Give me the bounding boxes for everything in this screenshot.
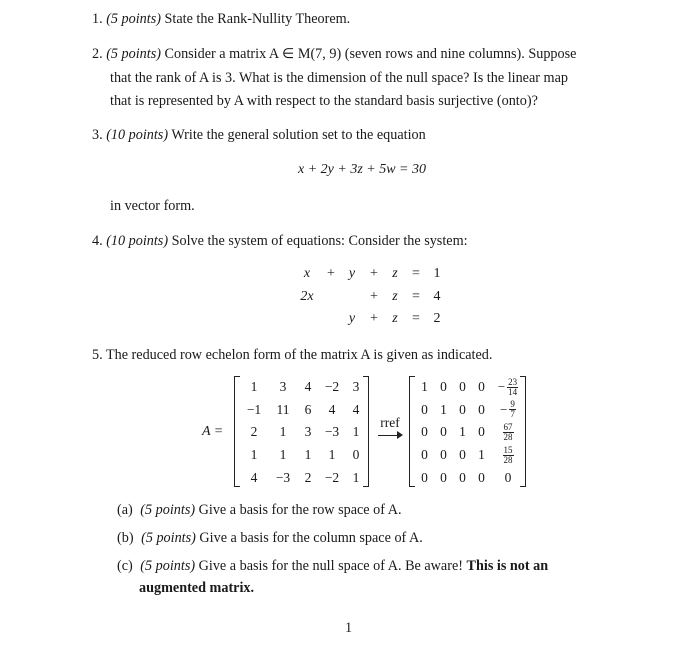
- part-a: [117, 502, 402, 519]
- matrix-row: 2 1 3 −3 1: [250, 424, 360, 440]
- matrix-row: 0 0 0 0 0: [421, 469, 512, 485]
- question-number: 1.: [92, 11, 103, 27]
- matrix-row: 1 0 0 0 − $\frac{23}{14}$: [415, 376, 525, 399]
- question-3-after: in vector form.: [110, 198, 195, 214]
- warning-text: This is not an: [466, 558, 549, 574]
- rref-label: rref: [380, 415, 400, 430]
- question-number: 5.: [92, 347, 103, 363]
- question-4: [92, 233, 468, 250]
- equation-row: y + z = 2: [348, 311, 441, 327]
- question-text: State the Rank-Nullity Theorem.: [164, 11, 351, 27]
- matrix-label: A =: [202, 424, 224, 439]
- matrix-row: 1 1 1 1 0: [250, 447, 360, 463]
- part-text: Give a basis for the null space of A. Be aware!: [198, 558, 463, 574]
- matrix-row: 4 −3 2 −2 1: [250, 469, 360, 485]
- matrix-row: 0 0 0 1 $\frac{15}{28}$: [415, 444, 525, 467]
- matrix-a: [240, 376, 366, 489]
- part-text: Give a basis for the row space of A.: [198, 502, 402, 518]
- points-label: (10 points): [106, 233, 169, 249]
- arrow-icon: [376, 431, 404, 439]
- fraction-cell: $\frac{15}{28}$: [503, 444, 513, 465]
- question-text: Solve the system of equations: Consider the system:: [171, 233, 468, 249]
- points-label: (5 points): [141, 530, 196, 546]
- question-2-line-3: that is represented by A with respect to the standard basis surjective (onto)?: [110, 93, 538, 109]
- equation: x + 2y + 3z + 5w = 30: [298, 162, 427, 177]
- fraction-cell: $\frac{67}{28}$: [503, 421, 513, 442]
- question-text-line-1: Consider a matrix A ∈ M(7, 9) (seven rows and nine columns). Suppose: [164, 46, 577, 62]
- question-number: 2.: [92, 46, 103, 62]
- question-number: 3.: [92, 127, 103, 143]
- question-text: The reduced row echelon form of the matrix A is given as indicated.: [105, 347, 493, 363]
- question-number: 4.: [92, 233, 103, 249]
- matrix-row: 0 1 0 0 − $\frac{9}{7}$: [415, 399, 525, 422]
- system-of-equations: [293, 263, 447, 331]
- part-text: Give a basis for the column space of A.: [199, 530, 423, 546]
- part-c: [117, 558, 548, 575]
- points-label: (5 points): [140, 558, 196, 574]
- matrix-row: 0 0 1 0 $\frac{67}{28}$: [415, 421, 525, 444]
- question-3: [92, 127, 426, 144]
- points-label: (10 points): [106, 127, 169, 143]
- warning-text-line-2: augmented matrix.: [139, 580, 255, 596]
- question-1: [92, 11, 350, 28]
- question-text: Write the general solution set to the equation: [171, 127, 426, 143]
- matrix-rref: [415, 376, 525, 489]
- question-2: [92, 46, 576, 63]
- fraction-cell: − $\frac{9}{7}$: [500, 399, 515, 420]
- question-2-line-2: that the rank of A is 3. What is the dimension of the null space? Is the linear map: [110, 70, 568, 86]
- part-label: (a): [117, 502, 133, 518]
- page-number: 1: [345, 620, 353, 636]
- part-label: (b): [117, 530, 134, 546]
- part-label: (c): [117, 558, 133, 574]
- points-label: (5 points): [106, 11, 161, 27]
- fraction-cell: − $\frac{23}{14}$: [497, 376, 518, 397]
- matrix-row: −1 11 6 4 4: [246, 401, 360, 417]
- equation-row: 2x + z = 4: [300, 288, 441, 304]
- right-bracket: [520, 376, 526, 487]
- right-bracket: [363, 376, 369, 487]
- points-label: (5 points): [140, 502, 196, 518]
- equation-row: x + y + z = 1: [303, 266, 441, 282]
- part-b: [117, 530, 423, 547]
- points-label: (5 points): [106, 46, 161, 62]
- question-5: [92, 347, 492, 364]
- rref-arrow: [376, 415, 404, 439]
- matrix-row: 1 3 4 −2 3: [250, 379, 360, 395]
